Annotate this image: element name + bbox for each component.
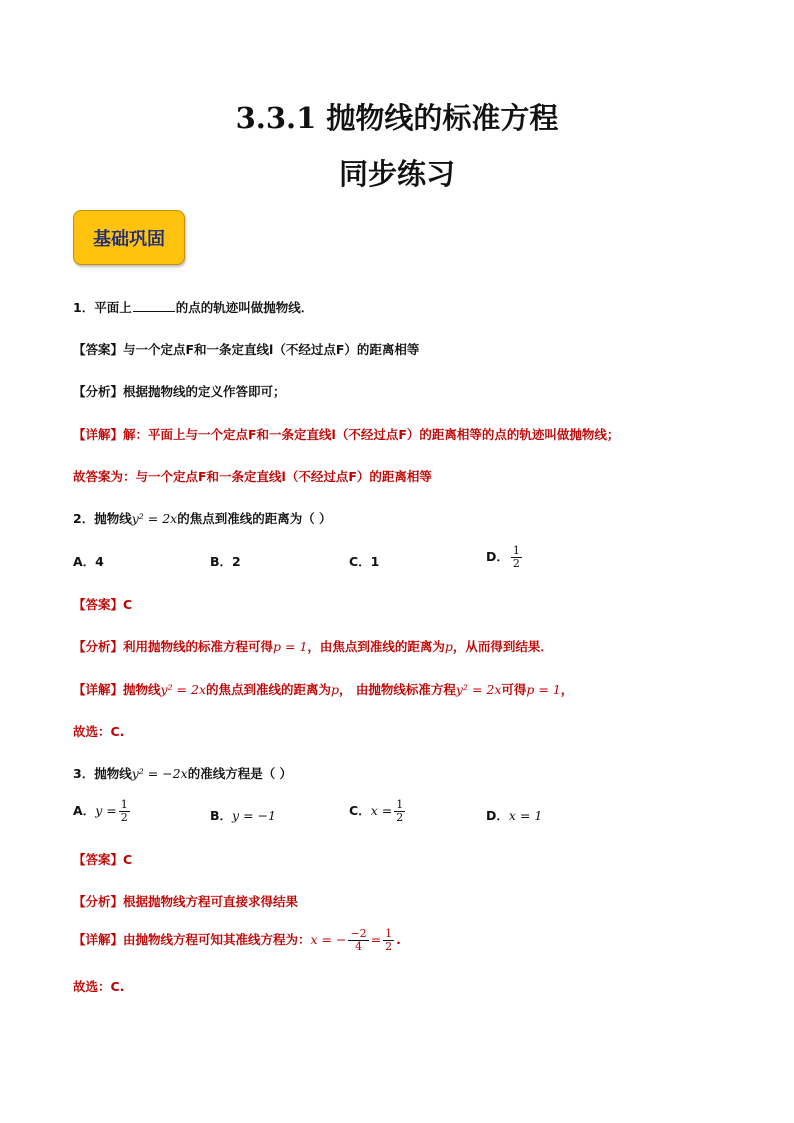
frac-denominator: 2	[396, 811, 404, 824]
q3-option-c-fraction	[394, 799, 405, 824]
q3-detail-equals: =	[370, 932, 382, 947]
q2-detail	[73, 680, 573, 698]
q3-equation: y² = −2x	[131, 766, 188, 781]
section-badge-label: 基础巩固	[93, 228, 165, 250]
q2-analysis-eq: p = 1	[273, 639, 308, 654]
q3-option-a-lhs: y =	[95, 803, 117, 818]
q1-conclusion: 故答案为：与一个定点F和一条定直线l（不经过点F）的距离相等	[73, 469, 432, 484]
q3-option-b-expr: y = −1	[232, 808, 276, 823]
section-badge	[73, 210, 185, 265]
q3-option-d-expr: x = 1	[508, 808, 543, 823]
q2-detail-eq2: y² = 2x	[455, 682, 502, 697]
q2-conclusion: 故选：C.	[73, 724, 125, 739]
q1-blank	[133, 301, 175, 312]
q2-detail-text-c: ， 由抛物线标准方程	[339, 682, 456, 697]
q2-option-d-label: D．	[486, 549, 509, 564]
q3-detail-text-a: 【详解】由抛物线方程可知其准线方程为：	[73, 932, 311, 947]
q3-option-c	[349, 799, 407, 824]
q2-detail-text-b: 的焦点到准线的距离为	[206, 682, 332, 697]
q3-stem	[73, 764, 292, 782]
q2-analysis-text-a: 【分析】利用抛物线的标准方程可得	[73, 639, 274, 654]
q2-option-d	[486, 545, 524, 570]
q2-detail-eq3: p = 1	[526, 682, 561, 697]
q2-analysis-p: p	[444, 639, 453, 654]
q3-option-b	[210, 806, 276, 824]
q1-stem-text-b: 的点的轨迹叫做抛物线．	[175, 300, 314, 315]
q2-stem	[73, 509, 332, 527]
q2-analysis-text-c: ，从而得到结果．	[452, 639, 553, 654]
q3-detail-fraction-2	[383, 928, 394, 953]
frac-denominator: 4	[355, 940, 363, 953]
q2-option-c: C．1	[349, 554, 380, 569]
q2-detail-eq: y² = 2x	[160, 682, 207, 697]
frac-numerator: 1	[512, 544, 520, 557]
q3-detail-lhs: x = −	[310, 932, 347, 947]
frac-denominator: 2	[385, 940, 393, 953]
q1-stem-text-a: 1．平面上	[73, 300, 132, 315]
q3-conclusion: 故选：C.	[73, 979, 125, 994]
q3-detail-fraction-1	[348, 928, 368, 953]
q3-option-c-lhs: x =	[370, 803, 393, 818]
page-title: 3.3.1 抛物线的标准方程	[235, 101, 559, 135]
q3-option-a	[73, 799, 132, 824]
q3-detail	[73, 928, 401, 953]
q3-option-b-label: B．	[210, 808, 233, 823]
q2-stem-text-b: 的焦点到准线的距离为（ ）	[177, 511, 332, 526]
page-subtitle: 同步练习	[338, 157, 455, 191]
q1-answer: 【答案】与一个定点F和一条定直线l（不经过点F）的距离相等	[73, 342, 420, 357]
q3-stem-text-a: 3．抛物线	[73, 766, 132, 781]
q3-option-c-label: C．	[349, 803, 371, 818]
q2-stem-text-a: 2．抛物线	[73, 511, 132, 526]
q3-detail-end: .	[396, 932, 401, 947]
q2-answer: 【答案】C	[73, 597, 133, 612]
q2-detail-text-d: 可得	[501, 682, 527, 697]
q2-detail-text-a: 【详解】抛物线	[73, 682, 161, 697]
q2-option-d-fraction	[511, 545, 522, 570]
q2-analysis-text-b: ，由焦点到准线的距离为	[307, 639, 445, 654]
frac-numerator: 1	[385, 927, 393, 940]
q2-detail-p: p	[331, 682, 340, 697]
frac-denominator: 2	[512, 557, 520, 570]
q3-stem-text-b: 的准线方程是（ ）	[187, 766, 293, 781]
q2-option-a: A．4	[73, 554, 104, 569]
q3-analysis: 【分析】根据抛物线方程可直接求得结果	[73, 894, 299, 909]
q3-option-d-label: D．	[486, 808, 509, 823]
q2-option-b: B．2	[210, 554, 241, 569]
q2-detail-text-e: ，	[560, 682, 574, 697]
q1-stem	[73, 298, 313, 316]
q3-option-a-label: A．	[73, 803, 96, 818]
frac-denominator: 2	[120, 811, 128, 824]
frac-numerator: 1	[396, 798, 404, 811]
q3-option-d	[486, 806, 542, 824]
q1-analysis: 【分析】根据抛物线的定义作答即可；	[73, 384, 286, 399]
q2-analysis	[73, 637, 553, 655]
q3-answer: 【答案】C	[73, 852, 133, 867]
frac-numerator: 1	[120, 798, 128, 811]
q1-detail: 【详解】解：平面上与一个定点F和一条定直线l（不经过点F）的距离相等的点的轨迹叫做抛物线；	[73, 427, 620, 442]
frac-numerator: −2	[350, 927, 367, 940]
q3-option-a-fraction	[119, 799, 130, 824]
q2-equation: y² = 2x	[131, 511, 178, 526]
